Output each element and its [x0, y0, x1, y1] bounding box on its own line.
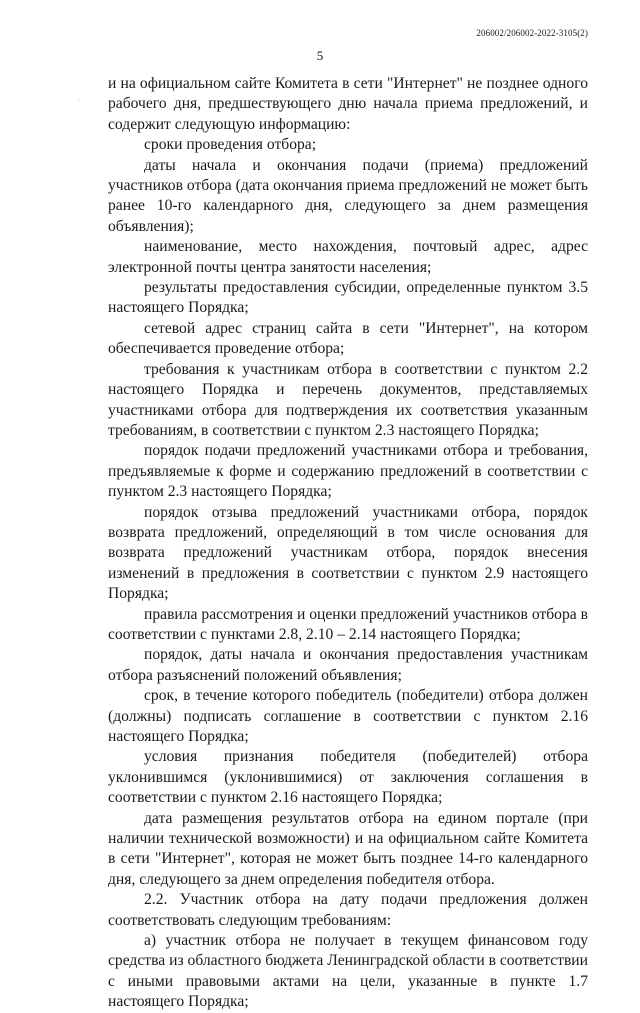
paragraph: порядок, даты начала и окончания предоставления участникам отбора разъяснений положений объявления; — [108, 646, 588, 684]
paragraph: даты начала и окончания подачи (приема) предложений участников отбора (дата окончания приема предложений не может быть ранее 10-го календарного дня, следующего за днем размещения объявления); — [108, 156, 588, 235]
paragraph: результаты предоставления субсидии, определенные пунктом 3.5 настоящего Порядка; — [108, 279, 588, 317]
paragraph: сроки проведения отбора; — [144, 136, 317, 154]
paragraph: и на официальном сайте Комитета в сети "Интернет" не позднее одного рабочего дня, предшествующего дню начала приема предложений, и содержит следующую информацию: — [108, 75, 588, 133]
paragraph: наименование, место нахождения, почтовый адрес, адрес электронной почты центра занятости населения; — [108, 238, 588, 276]
paragraph: порядок подачи предложений участниками отбора и требования, предъявляемые к форме и содержанию предложений в соответствии с пунктом 2.3 настоящего Порядка; — [108, 442, 588, 501]
margin-mark: · — [78, 98, 80, 104]
paragraph: порядок отзыва предложений участниками отбора, порядок возврата предложений, определяющий в том числе основания для возврата предложений участникам отбора, порядок внесения изменений в предложения в соответствии с пунктом 2.9 настоящего Порядка; — [108, 503, 588, 603]
paragraph: срок, в течение которого победитель (победители) отбора должен (должны) подписать соглашение в соответствии с пунктом 2.16 настоящего Порядка; — [108, 687, 588, 745]
page-number: 5 — [316, 48, 324, 63]
paragraph: правила рассмотрения и оценки предложений участников отбора в соответствии с пунктами 2.8, 2.10 – 2.14 настоящего Порядка; — [108, 605, 588, 643]
paragraph: требования к участникам отбора в соответствии с пунктом 2.2 настоящего Порядка и перечень документов, представляемых участниками отбора для подтверждения их соответствия указанным требованиям, в соответствии с пунктом 2.3 настоящего Порядка; — [108, 360, 588, 439]
paragraph: 2.2. Участник отбора на дату подачи предложения должен соответствовать следующим требованиям: — [108, 891, 588, 929]
document-body — [108, 74, 588, 1013]
paragraph: сетевой адрес страниц сайта в сети "Интернет", на котором обеспечивается проведение отбора; — [108, 319, 588, 358]
document-id: 206002/206002-2022-3105(2) — [476, 28, 588, 38]
paragraph: а) участник отбора не получает в текущем финансовом году средства из областного бюджета Ленинградской области в соответствии с иными правовыми актами на цели, указанные в пункте 1.7 настоящего Порядка; — [108, 932, 588, 1011]
paragraph: дата размещения результатов отбора на едином портале (при наличии технической возможности) и на официальном сайте Комитета в сети "Интернет", которая не может быть позднее 14-го календарного дня, следующего за днем определения победителя отбора. — [108, 809, 588, 888]
paragraph: условия признания победителя (победителей) отбора уклонившимся (уклонившимися) от заключения соглашения в соответствии с пунктом 2.16 настоящего Порядка; — [108, 748, 588, 807]
